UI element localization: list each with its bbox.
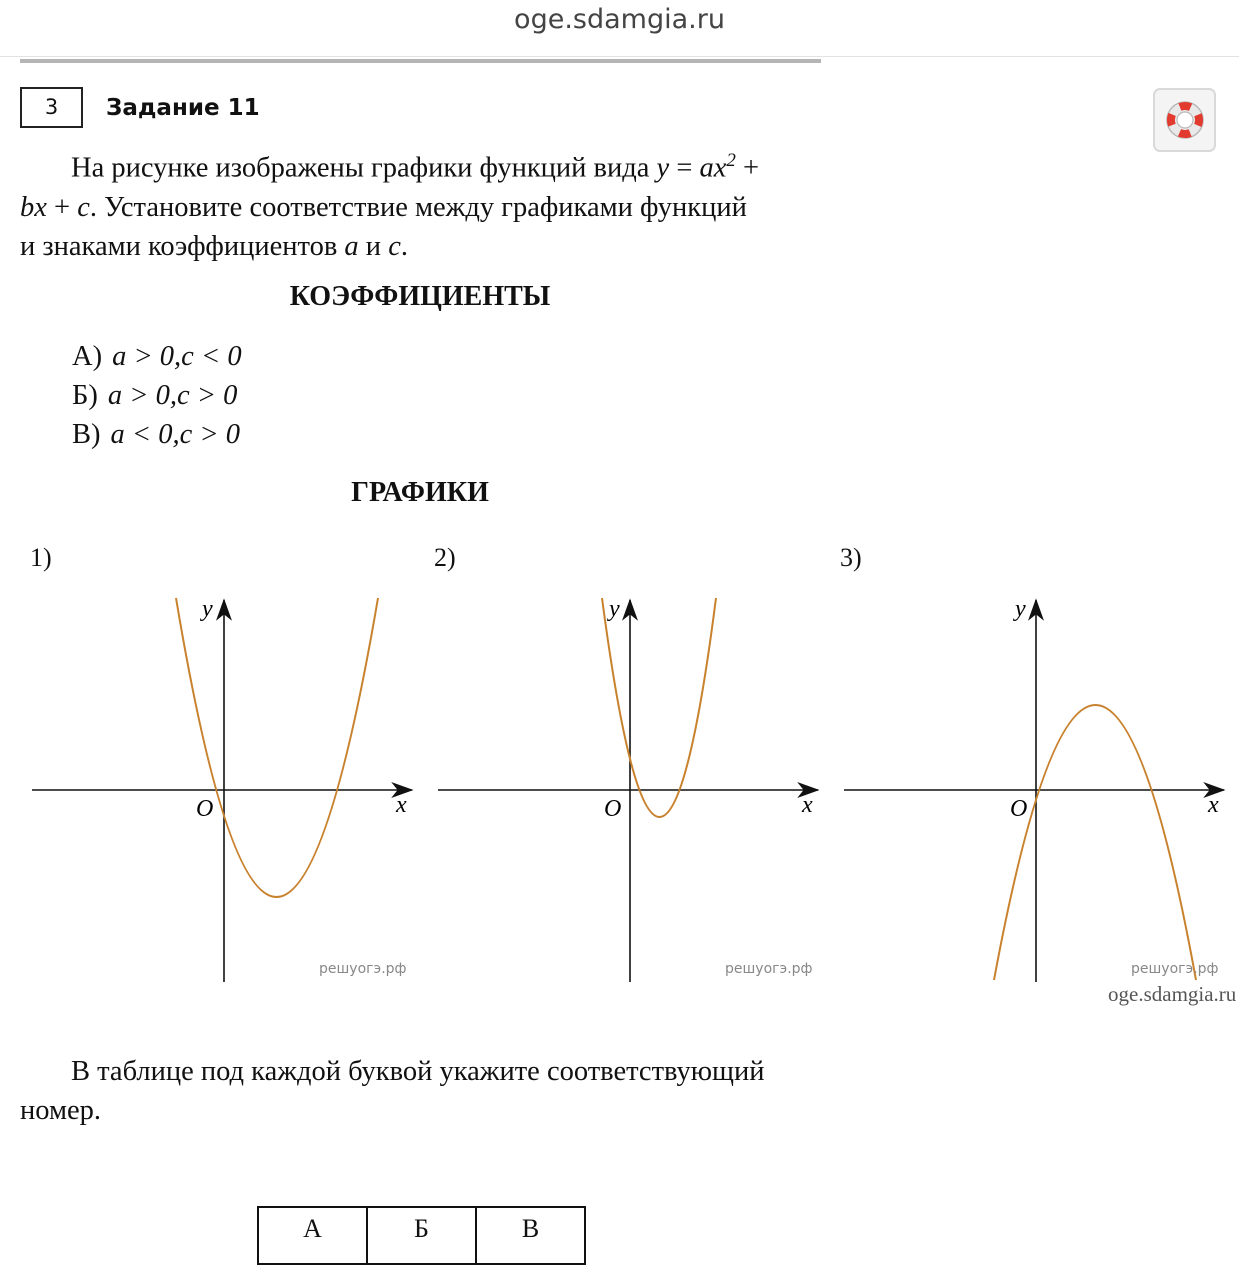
help-button[interactable] [1153, 88, 1216, 152]
task-text-part: На рисунке изображены графики функций вида [71, 152, 657, 184]
x-axis-label: x [1208, 792, 1219, 818]
x-axis-label: x [396, 792, 407, 818]
instruction-text [20, 1052, 820, 1130]
parabola-3 [994, 705, 1196, 980]
graph-label-2: 2) [434, 543, 456, 572]
task-text-part: и знаками коэффициентов [20, 230, 345, 262]
option-b [72, 380, 237, 412]
period: . [400, 230, 408, 262]
formula-plus: + [735, 152, 760, 184]
formula-bx: bx [20, 191, 47, 223]
option-condition: a > 0,c > 0 [107, 380, 238, 411]
graph-2 [434, 590, 826, 986]
option-letter: В) [72, 419, 101, 450]
formula-c: c [77, 191, 90, 223]
origin-label: O [1010, 796, 1028, 822]
option-v [72, 419, 240, 451]
table-row [258, 1207, 585, 1264]
formula-ax: ax [699, 152, 727, 184]
table-header-cell: В [476, 1207, 585, 1264]
watermark: решуогэ.рф [319, 961, 407, 977]
graph-1 [28, 590, 420, 986]
browser-url-bar[interactable] [0, 0, 1239, 57]
formula-y: y [656, 152, 670, 184]
x-axis-label: x [802, 792, 813, 818]
coefficients-heading: КОЭФФИЦИЕНТЫ [289, 281, 551, 312]
option-letter: А) [72, 341, 103, 372]
watermark: решуогэ.рф [1131, 961, 1219, 977]
graph-3 [840, 590, 1232, 986]
instruction-line: номер. [20, 1095, 102, 1126]
parabola-1 [176, 598, 378, 897]
option-condition: a > 0,c < 0 [112, 341, 242, 372]
parabola-2 [602, 598, 716, 817]
option-condition: a < 0,c > 0 [110, 419, 240, 450]
watermark: решуогэ.рф [725, 961, 813, 977]
formula-eq: = [669, 152, 700, 184]
lifebuoy-icon [1164, 99, 1206, 141]
origin-label: O [196, 796, 214, 822]
task-title: Задание 11 [106, 95, 260, 121]
image-source: oge.sdamgia.ru [1108, 982, 1237, 1006]
table-header-cell: А [258, 1207, 367, 1264]
option-letter: Б) [72, 380, 98, 411]
task-text [20, 141, 820, 266]
divider [20, 59, 821, 63]
formula-exponent: 2 [726, 150, 736, 171]
answer-table [257, 1206, 586, 1265]
table-header-cell: Б [367, 1207, 476, 1264]
y-axis-label: y [1015, 596, 1026, 622]
graphs-heading: ГРАФИКИ [351, 477, 489, 508]
y-axis-label: y [609, 596, 620, 622]
graph-label-1: 1) [30, 543, 52, 572]
task-number-box: 3 [20, 87, 83, 128]
origin-label: O [604, 796, 622, 822]
url-text: oge.sdamgia.ru [514, 4, 725, 35]
var-c: c [388, 230, 401, 262]
y-axis-label: y [202, 596, 213, 622]
option-a [72, 341, 242, 373]
formula-plus2: + [46, 191, 78, 223]
instruction-line: В таблице под каждой буквой укажите соответствующий [71, 1056, 765, 1087]
task-text-part: . Установите соответствие между графиками функций [89, 191, 747, 223]
conjunction: и [358, 230, 389, 262]
graph-label-3: 3) [840, 543, 862, 572]
var-a: a [344, 230, 359, 262]
